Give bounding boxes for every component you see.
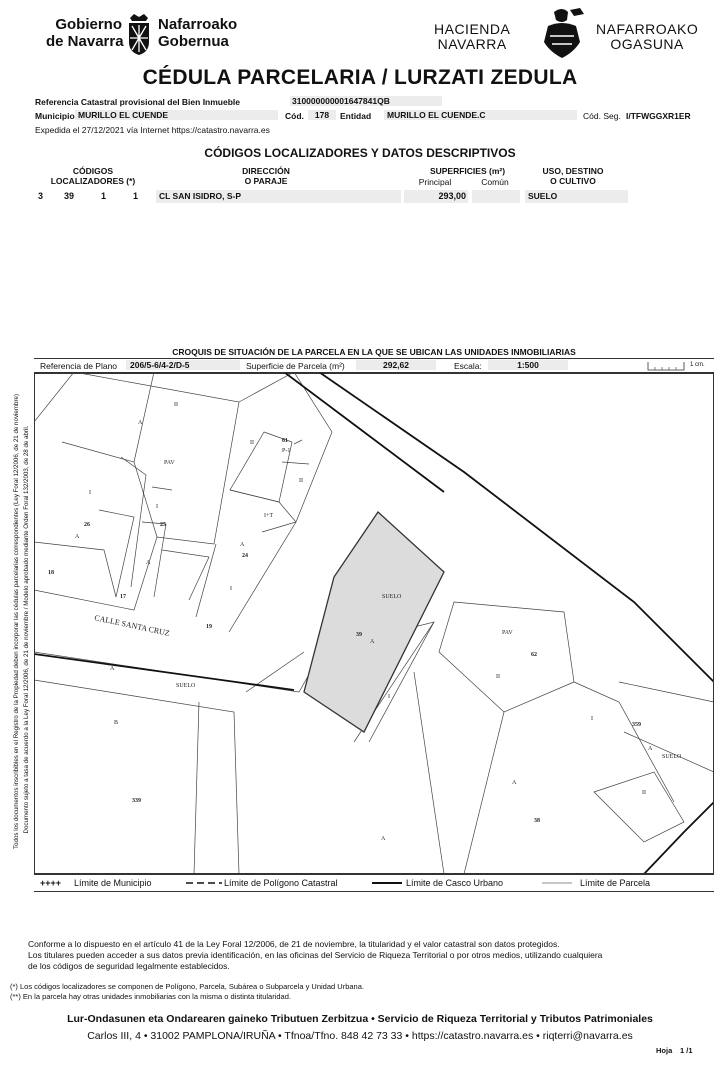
map-label: A xyxy=(240,542,245,548)
escala-label: Escala: xyxy=(454,361,482,371)
map-label: I xyxy=(89,490,91,496)
header-line: O PARAJE xyxy=(244,176,288,186)
map-label: PAV xyxy=(164,460,175,466)
map-label: 61 xyxy=(282,438,288,444)
legend-casco: Límite de Casco Urbano xyxy=(406,878,504,888)
map-label: II xyxy=(299,478,303,484)
map-label: I xyxy=(388,694,390,700)
map-label: 24 xyxy=(242,553,248,559)
map-label: I+T xyxy=(264,513,274,519)
map-label: A xyxy=(138,420,143,426)
header-line: O CULTIVO xyxy=(550,176,596,186)
municipio-label: Municipio xyxy=(35,111,75,121)
uso-header xyxy=(528,166,618,186)
legend-municipio-symbol: ++++ xyxy=(40,878,62,888)
map-label: II xyxy=(174,402,178,408)
legend-municipio: Límite de Municipio xyxy=(74,878,152,888)
legend-poligono: Límite de Polígono Catastral xyxy=(224,878,338,888)
scale-bar-label: 1 cm. xyxy=(690,362,705,368)
ref-plano-value: 206/5-6/4-2/D-5 xyxy=(126,360,240,370)
map-label: 18 xyxy=(48,570,54,576)
map-label: A xyxy=(381,836,386,842)
entidad-value: MURILLO EL CUENDE.C xyxy=(384,110,577,120)
legend-parcela: Límite de Parcela xyxy=(580,878,651,888)
header-line: CÓDIGOS xyxy=(72,166,114,176)
hacienda-navarra-logo xyxy=(428,6,698,60)
section-title: CÓDIGOS LOCALIZADORES Y DATOS DESCRIPTIVOS xyxy=(204,146,516,160)
header-line: LOCALIZADORES (*) xyxy=(50,176,136,186)
codigos-header xyxy=(38,166,148,186)
logo-line: OGASUNA xyxy=(610,36,684,52)
comun-header: Común xyxy=(481,177,509,187)
hoja-label: Hoja xyxy=(656,1046,673,1055)
street-label: CALLE SANTA CRUZ xyxy=(93,613,171,638)
ref-catastral-label: Referencia Catastral provisional del Bien Inmueble xyxy=(35,97,241,107)
map-label: 39 xyxy=(356,632,362,638)
codseg-value: I/TFWGGXR1ER xyxy=(626,111,691,121)
thick-line-icon xyxy=(372,881,402,885)
escala-value: 1:500 xyxy=(488,360,568,370)
map-label: SUELO xyxy=(176,683,196,689)
logo-text-left xyxy=(46,16,122,50)
entidad-label: Entidad xyxy=(340,111,372,121)
map-label: B xyxy=(114,720,119,726)
logo-text-right xyxy=(158,16,237,50)
map-label: 26 xyxy=(84,522,90,528)
side-note-1: Todos los documentos inscribibles en el Registro de la Propiedad deben incorporar las cédulas parcelarias correspondientes (Ley Foral 12/2006, de 21 de noviembre) xyxy=(13,393,20,850)
direccion-cell: CL SAN ISIDRO, S-P xyxy=(156,190,401,203)
gobierno-navarra-logo xyxy=(30,8,238,58)
scale-bar-icon xyxy=(646,360,686,372)
map-label: II xyxy=(642,790,646,796)
map-label: II xyxy=(250,440,254,446)
map-label: I xyxy=(591,716,593,722)
cadastral-map xyxy=(34,372,714,874)
logo-line: Nafarroako xyxy=(158,16,238,33)
principal-cell: 293,00 xyxy=(404,190,468,203)
parcel-39-shape xyxy=(304,512,444,732)
side-notes xyxy=(0,360,30,890)
principal-header: Principal xyxy=(418,177,452,187)
parcela-cell: 39 xyxy=(64,191,75,201)
footer-legal-2: Los titulares pueden acceder a sus datos previa identificación, en las oficinas del Servicio de Riqueza Territorial o por otros medios, utilizando cualquiera xyxy=(28,950,603,960)
subparcela-cell: 1 xyxy=(101,191,107,201)
map-label: 25 xyxy=(160,522,166,528)
footer-legal-1: Conforme a lo dispuesto en el artículo 41 de la Ley Foral 12/2006, de 21 de noviembre, la titularidad y el valor catastral son datos protegidos. xyxy=(28,939,560,949)
unidad-cell: 1 xyxy=(133,191,139,201)
map-label: II xyxy=(496,674,500,680)
map-label: P-1 xyxy=(282,448,291,454)
ref-plano-label: Referencia de Plano xyxy=(40,361,118,371)
hoja-value: 1 /1 xyxy=(680,1046,693,1055)
logo-line: NAVARRA xyxy=(437,36,507,52)
map-label: A xyxy=(512,780,517,786)
ref-catastral-value: 310000000001647841QB xyxy=(290,96,442,106)
comun-cell xyxy=(472,190,520,203)
map-label: PAV xyxy=(502,630,513,636)
uso-cell: SUELO xyxy=(525,190,628,203)
page-title: CÉDULA PARCELARIA / LURZATI ZEDULA xyxy=(142,66,578,89)
map-label: A xyxy=(146,560,151,566)
map-label: 339 xyxy=(132,798,141,804)
logo-line: NAFARROAKO xyxy=(596,21,699,37)
footer-note-2: (**) En la parcela hay otras unidades inmobiliarias con la misma o distinta titularidad. xyxy=(10,992,291,1001)
map-label: A xyxy=(110,666,115,672)
dashed-line-icon xyxy=(186,881,222,885)
map-label: 38 xyxy=(534,818,540,824)
map-label: 62 xyxy=(531,652,537,658)
map-label: 17 xyxy=(120,594,126,600)
logo-line: Gobierno xyxy=(55,16,122,33)
map-label: SUELO xyxy=(382,594,402,600)
logo-line: de Navarra xyxy=(46,33,124,50)
side-note-2: Documento sujeto a tasa de acuerdo a la Ley Foral 12/2006, de 21 de noviembre / Modelo aprobado mediante Orden Foral 132/2003, de 28 de abril. xyxy=(23,425,30,834)
map-label: A xyxy=(648,746,653,752)
map-label: 359 xyxy=(632,722,641,728)
map-label: A xyxy=(370,639,375,645)
thin-line-icon xyxy=(542,881,572,885)
header-line: DIRECCIÓN xyxy=(242,166,290,176)
expedida-text: Expedida el 27/12/2021 vía Internet https://catastro.navarra.es xyxy=(35,125,270,135)
footer-legal-3: de los códigos de seguridad legalmente establecidos. xyxy=(28,961,230,971)
superficie-value: 292,62 xyxy=(356,360,436,370)
logo-line: Gobernua xyxy=(158,33,229,50)
legend-bar xyxy=(34,874,714,892)
croquis-title: CROQUIS DE SITUACIÓN DE LA PARCELA EN LA QUE SE UBICAN LAS UNIDADES INMOBILIARIAS xyxy=(172,347,576,357)
poligono-cell: 3 xyxy=(38,191,44,201)
direccion-header xyxy=(196,166,336,186)
codseg-label: Cód. Seg. xyxy=(583,111,621,121)
footer-note-1: (*) Los códigos localizadores se componen de Polígono, Parcela, Subárea o Subparcela y Unidad Urbana. xyxy=(10,982,364,991)
map-label: I xyxy=(230,586,232,592)
map-label: I xyxy=(156,504,158,510)
hacienda-text xyxy=(434,22,510,52)
map-label: 19 xyxy=(206,624,212,630)
cod-label: Cód. xyxy=(285,111,304,121)
logo-line: HACIENDA xyxy=(434,21,511,37)
footer-address: Carlos III, 4 • 31002 PAMPLONA/IRUÑA • Tfnoa/Tfno. 848 42 73 33 • https://catastro.navarra.es • riqterri@navarra.es xyxy=(87,1030,633,1042)
cod-value: 178 xyxy=(308,110,336,120)
municipio-value: MURILLO EL CUENDE xyxy=(75,110,278,120)
map-label: SUELO xyxy=(662,754,682,760)
navarra-coat-of-arms-icon xyxy=(126,12,152,56)
superficies-header: SUPERFICIES (m²) xyxy=(429,166,506,176)
superficie-label: Superficie de Parcela (m²) xyxy=(246,361,345,371)
map-label: A xyxy=(75,534,80,540)
hacienda-figure-icon xyxy=(534,6,590,60)
header-line: USO, DESTINO xyxy=(542,166,604,176)
footer-organization: Lur-Ondasunen eta Ondarearen gaineko Tributuen Zerbitzua • Servicio de Riqueza Territorial y Tributos Patrimoniales xyxy=(67,1013,653,1025)
ogasuna-text xyxy=(596,22,698,52)
